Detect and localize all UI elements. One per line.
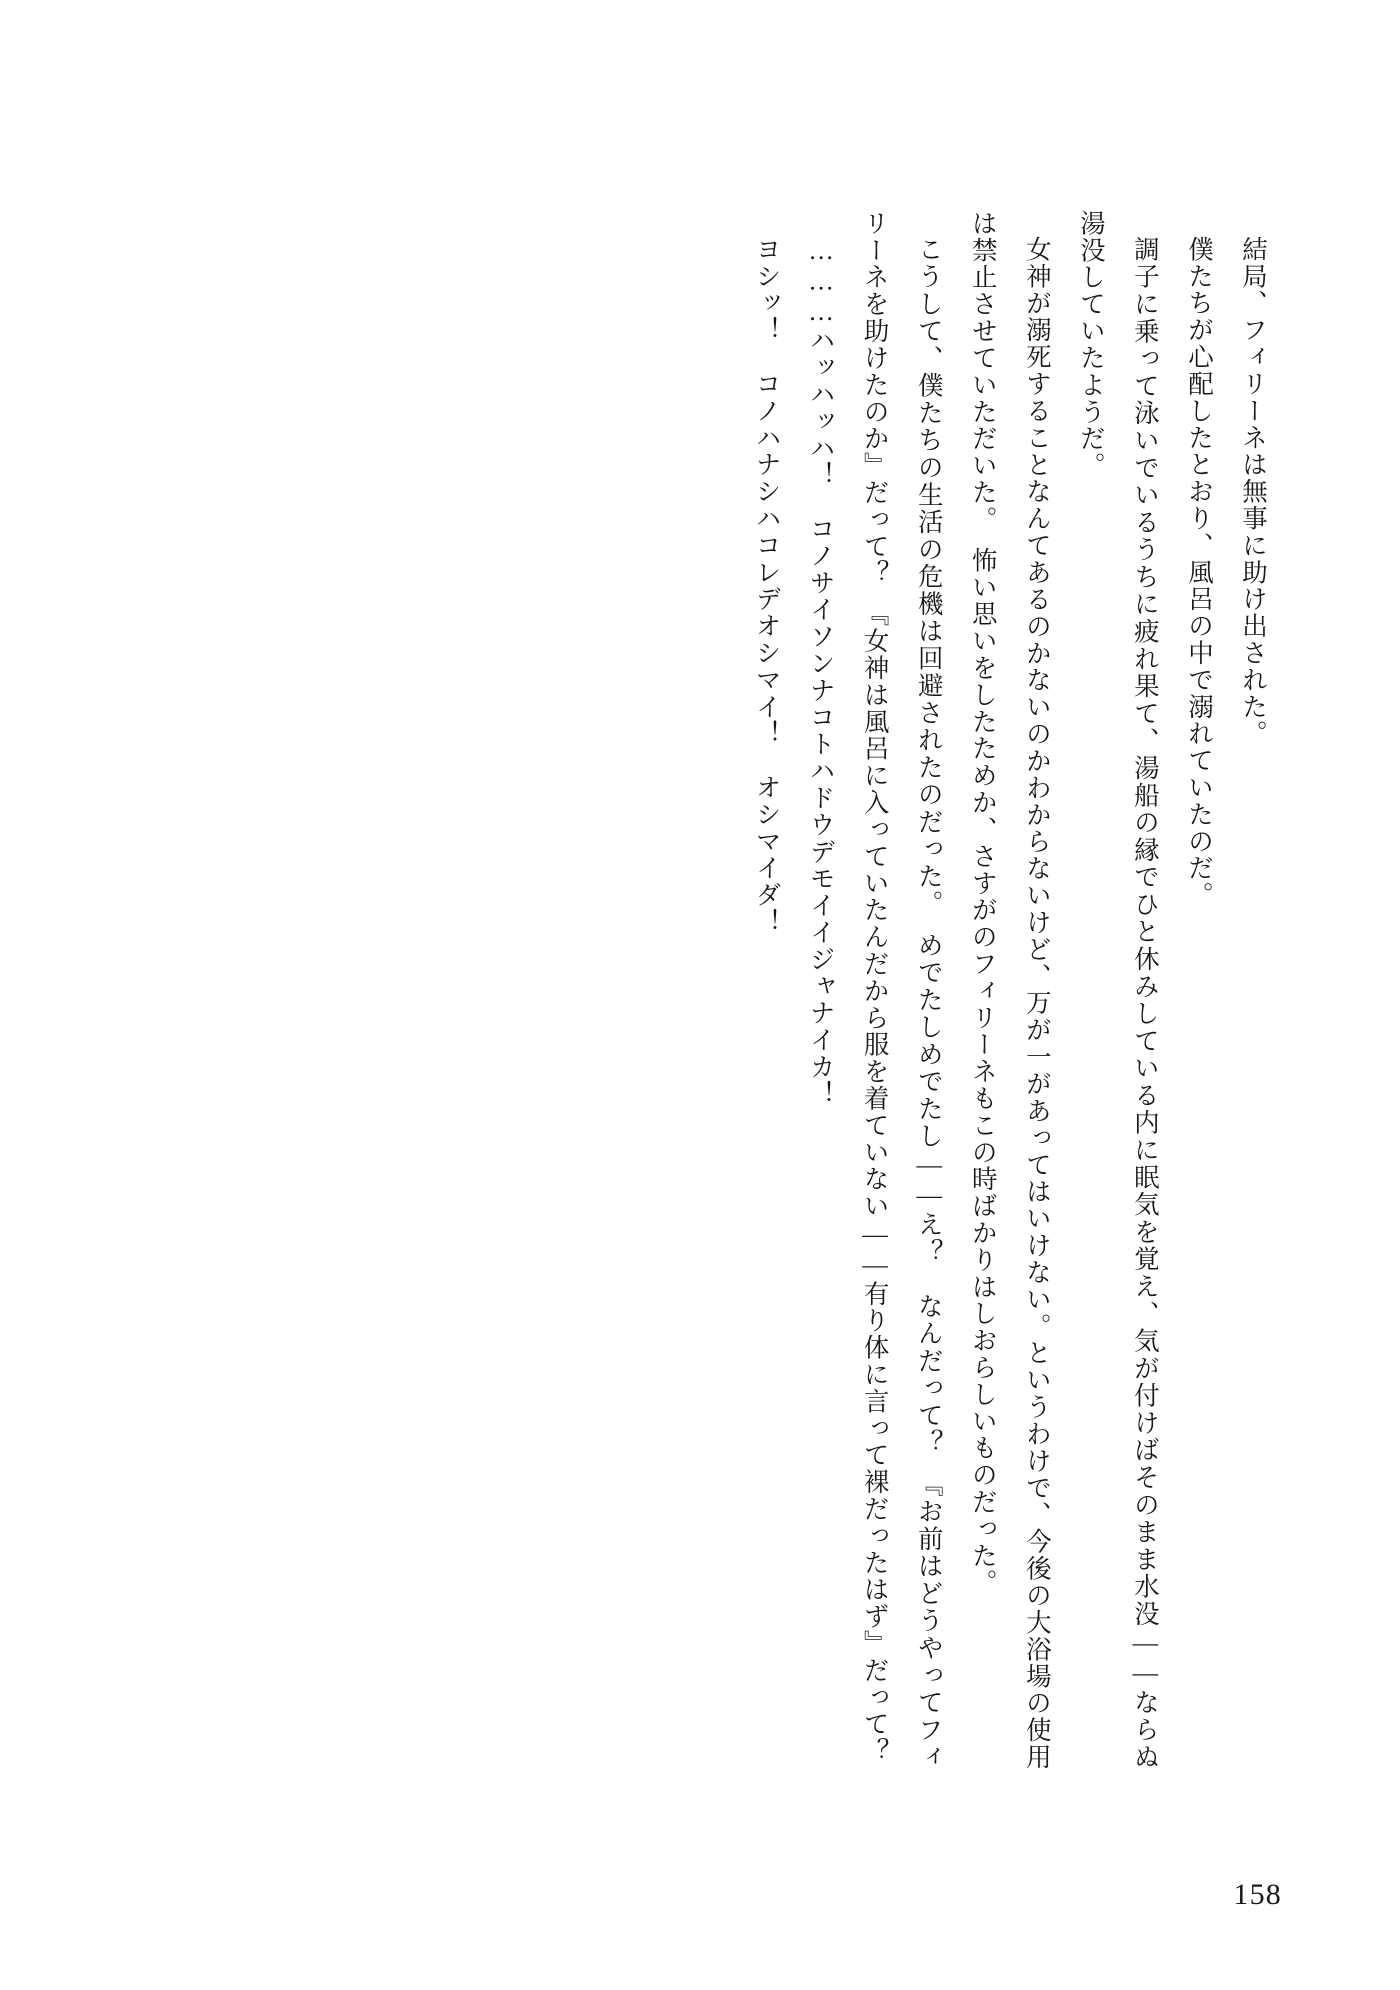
page-body-text: [270, 210, 1280, 1770]
paragraph: こうして、僕たちの生活の危機は回避されたのだった。 めでたしめでたし——え？ なんだって？ 『お前はどうやってフィリーネを助けたのか』だって？ 『女神は風呂に入っていたんだから服を着ていない——有り体に言って裸だったはず』だって？: [860, 210, 944, 1770]
paragraph: 調子に乗って泳いでいるうちに疲れ果て、湯船の縁でひと休みしている内に眠気を覚え、気が付けばそのまま水没——ならぬ湯没していたようだ。: [1076, 210, 1160, 1770]
paragraph: 結局、フィリーネは無事に助け出された。: [1239, 235, 1268, 747]
paragraph: 僕たちが心配したとおり、風呂の中で溺れていたのだ。: [1184, 235, 1214, 909]
page-number: 158: [1233, 1878, 1282, 1911]
paragraph: ………ハッハッハ！ コノサイソンナコトハドウデモイイジャナイカ！: [806, 235, 836, 1107]
paragraph: 女神が溺死することなんてあるのかないのかわからないけど、万が一があってはいけない。というわけで、今後の大浴場の使用は禁止させていただいた。 怖い思いをしたためか、さすがのフィリーネもこの時ばかりはしおらしいものだった。: [968, 210, 1052, 1770]
paragraph: ヨシッ！ コノハナシハコレデオシマイ！ オシマイダ！: [752, 235, 782, 935]
